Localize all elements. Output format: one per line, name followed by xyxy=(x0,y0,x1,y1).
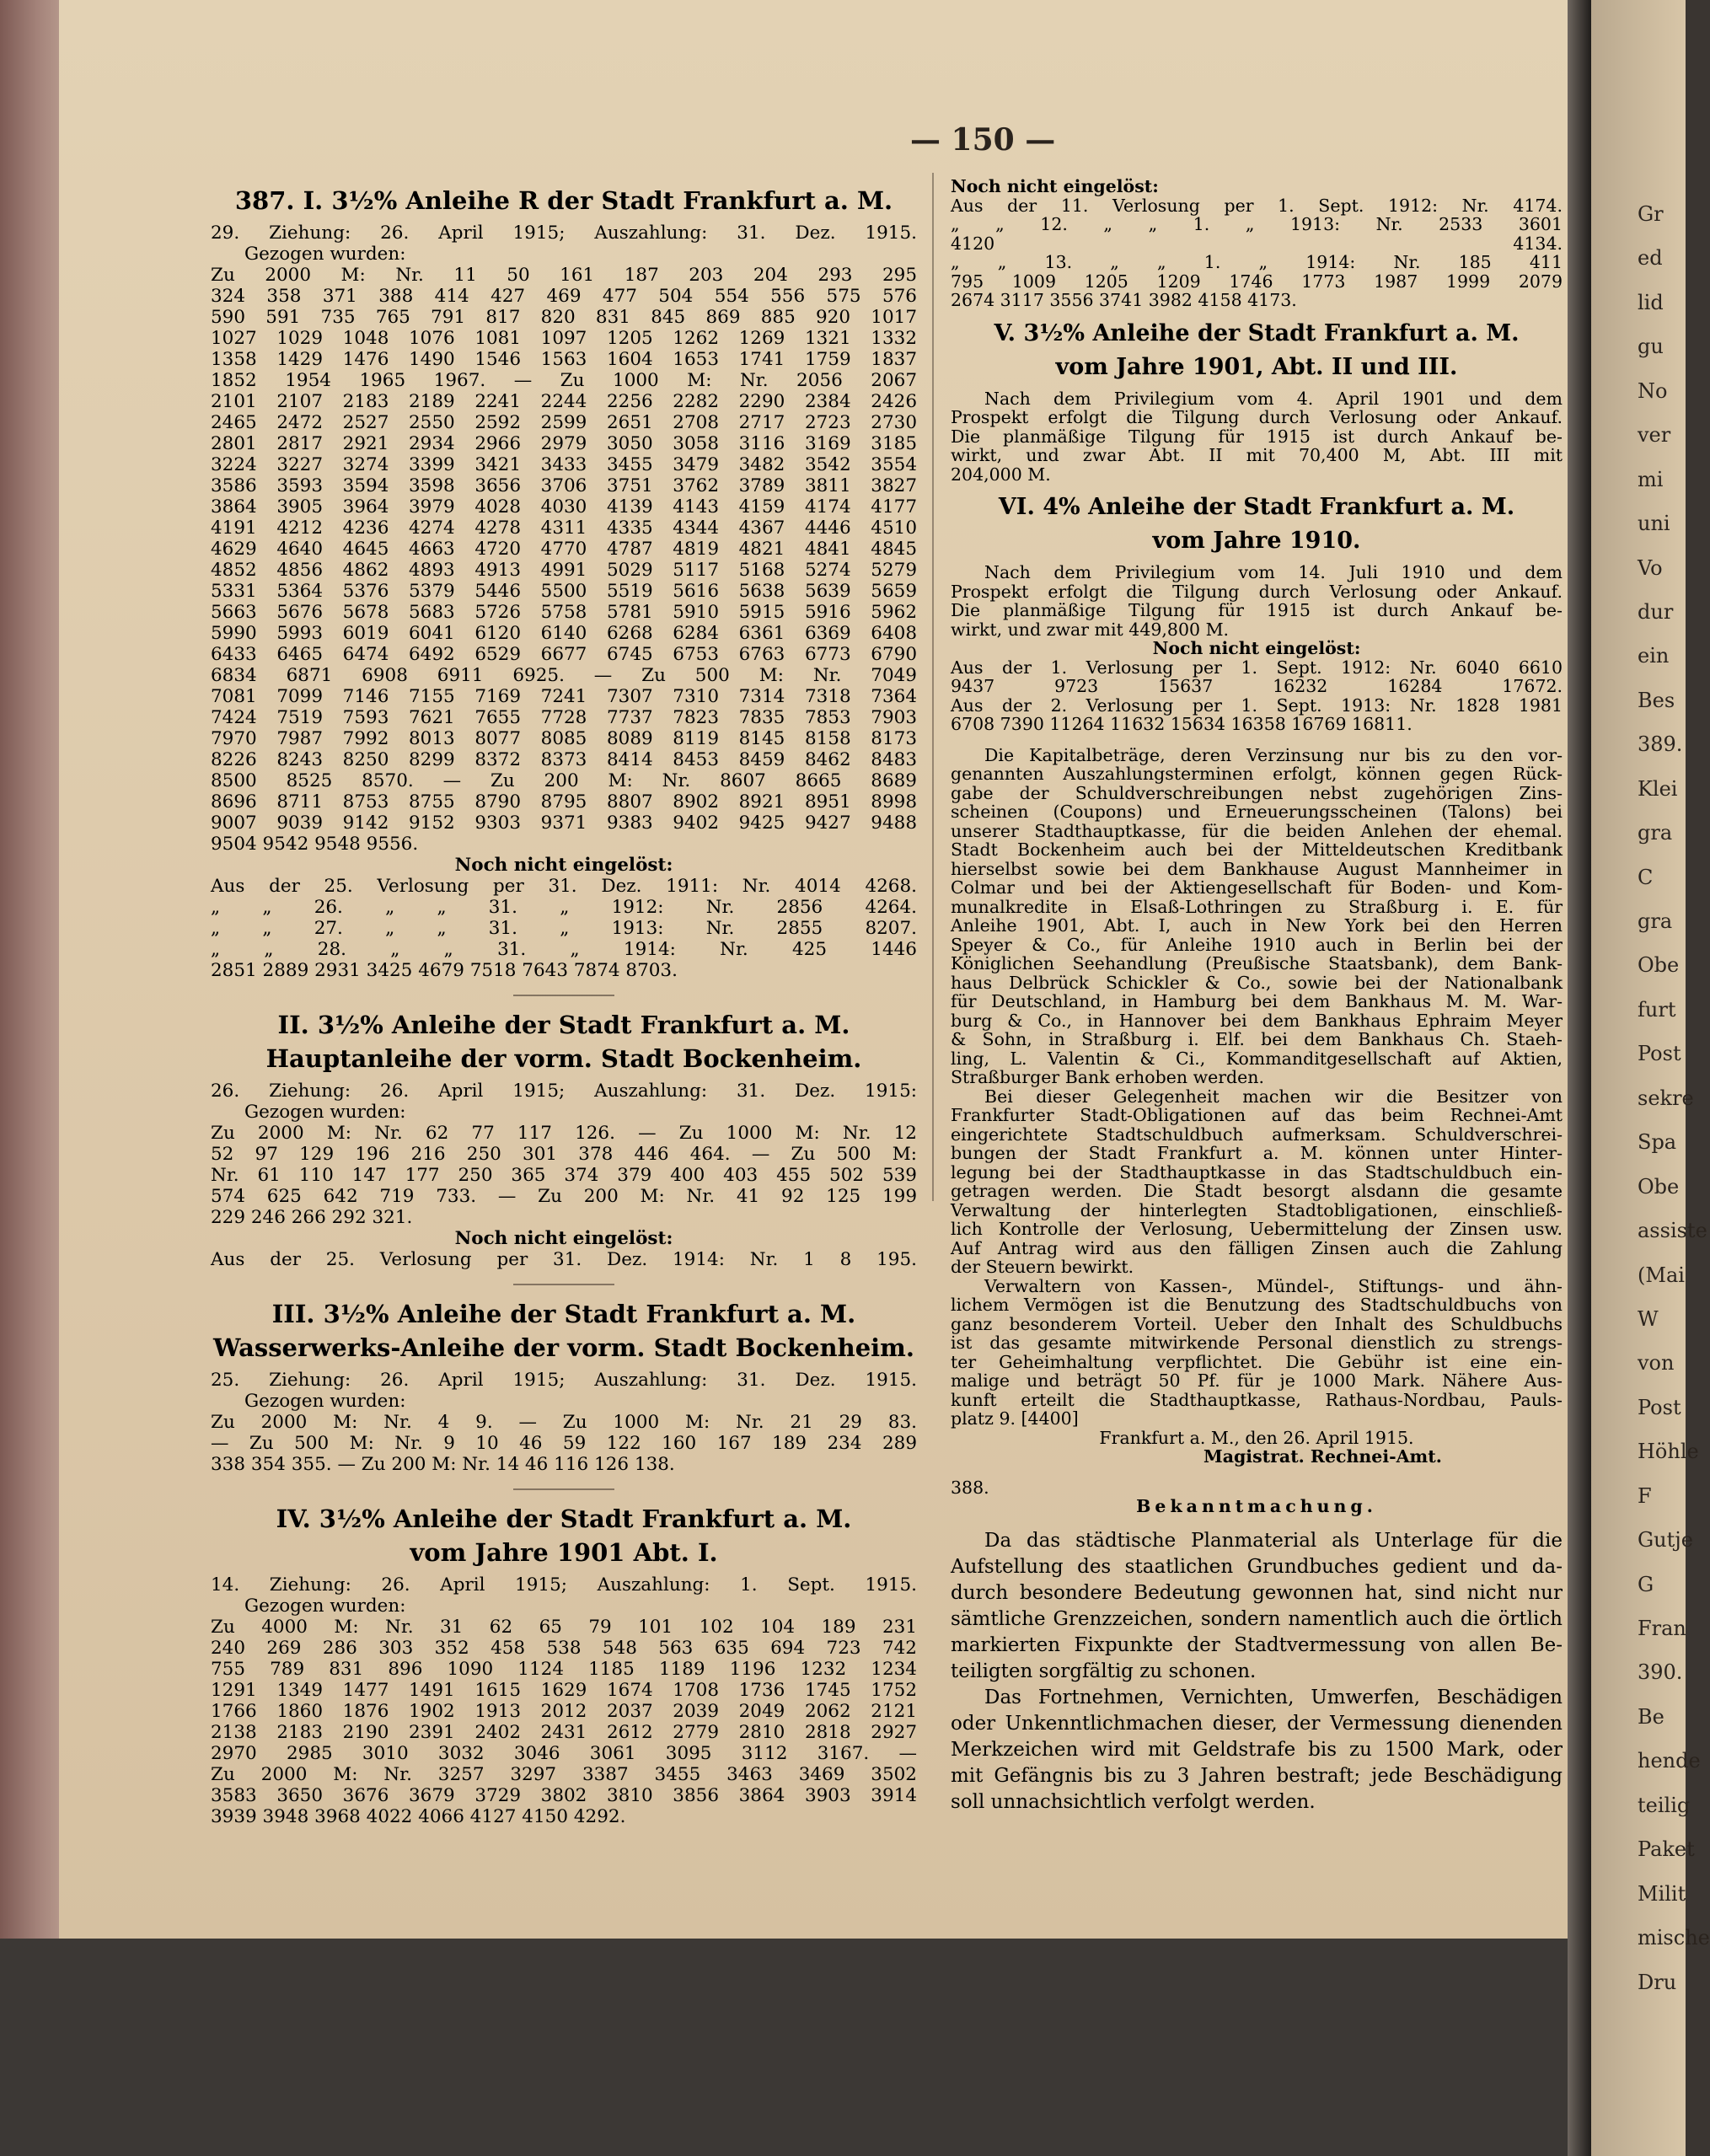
text-line: 5331 5364 5376 5379 5446 5500 5519 5616 5638 5639 5659 xyxy=(211,581,917,602)
text-line: 29. Ziehung: 26. April 1915; Auszahlung: 31. Dez. 1915. xyxy=(211,223,917,244)
section-V-lines xyxy=(951,389,1563,485)
text-line: 8500 8525 8570. — Zu 200 M: Nr. 8607 8665 8689 xyxy=(211,770,917,791)
signature-sign: Magistrat. Rechnei-Amt. xyxy=(1203,1446,1442,1467)
section-II-heading-2: Hauptanleihe der vorm. Stadt Bockenheim. xyxy=(265,1044,862,1073)
section-III-heading-2: Wasserwerks-Anleihe der vorm. Stadt Bockenheim. xyxy=(213,1333,914,1362)
text-line: Aus der 1. Verlosung per 1. Sept. 1912: Nr. 6040 6610 xyxy=(951,657,1563,678)
text-line: markierten Fixpunkte der Stadtvermessung von allen Be- xyxy=(951,1633,1563,1656)
text-line: Aus der 25. Verlosung per 31. Dez. 1911: Nr. 4014 4268. xyxy=(211,876,917,897)
text-line: malige und beträgt 50 Pf. für je 1000 Mark. Nähere Aus- xyxy=(951,1370,1563,1391)
text-line: 590 591 735 765 791 817 820 831 845 869 885 920 1017 xyxy=(211,307,917,328)
page-number: — 150 — xyxy=(910,122,1056,158)
text-line: Stadt Bockenheim auch bei der Mitteldeutschen Kreditbank xyxy=(951,839,1563,860)
text-line: 9437 9723 15637 16232 16284 17672. xyxy=(951,676,1563,696)
section-III-heading-1: III. 3½% Anleihe der Stadt Frankfurt a. M. xyxy=(271,1300,856,1328)
adjacent-page-text: Post xyxy=(1638,1395,1681,1419)
text-line: eingerichtete Stadtschuldbuch aufmerksam. Schuldverschrei- xyxy=(951,1124,1563,1145)
text-line: 229 246 266 292 321. xyxy=(211,1207,413,1228)
text-line: ter Geheimhaltung verpflichtet. Die Gebühr ist eine ein- xyxy=(951,1351,1563,1372)
text-line: lichem Vermögen ist die Benutzung des Stadtschuldbuchs von xyxy=(951,1295,1563,1315)
text-line: Da das städtische Planmaterial als Unterlage für die xyxy=(984,1529,1563,1552)
text-line: der Steuern bewirkt. xyxy=(951,1257,1134,1277)
text-line: Zu 4000 M: Nr. 31 62 65 79 101 102 104 189 231 xyxy=(211,1617,917,1638)
text-line: 5663 5676 5678 5683 5726 5758 5781 5910 5915 5916 5962 xyxy=(211,602,917,623)
text-line: legung bei der Stadthauptkasse in das Stadtschuldbuch ein- xyxy=(951,1161,1563,1183)
text-line: Aus der 11. Verlosung per 1. Sept. 1912: Nr. 4174. xyxy=(951,195,1563,216)
text-line: 338 354 355. — Zu 200 M: Nr. 14 46 116 126 138. xyxy=(211,1454,675,1475)
adjacent-page-text: Be xyxy=(1638,1704,1664,1729)
section-IV-heading-1: IV. 3½% Anleihe der Stadt Frankfurt a. M. xyxy=(276,1504,852,1533)
adjacent-page-text: Fran xyxy=(1638,1617,1686,1641)
text-line: sämtliche Grenzzeichen, sondern namentlich auch die örtlich xyxy=(951,1607,1563,1630)
adjacent-page-text: hende xyxy=(1638,1749,1701,1773)
adjacent-page-text: Spa xyxy=(1638,1130,1677,1155)
text-line: Das Fortnehmen, Vernichten, Umwerfen, Beschädigen xyxy=(984,1686,1563,1708)
adjacent-page-text: Höhle xyxy=(1638,1440,1699,1464)
adjacent-page-fragment xyxy=(1591,0,1710,2156)
text-line: 14. Ziehung: 26. April 1915; Auszahlung: 1. Sept. 1915. xyxy=(211,1574,917,1596)
text-line: 8226 8243 8250 8299 8372 8373 8414 8453 8459 8462 8483 xyxy=(211,749,917,770)
adjacent-page-text: furt xyxy=(1638,997,1676,1022)
text-line: 2674 3117 3556 3741 3982 4158 4173. xyxy=(951,290,1297,310)
adjacent-page-text: lid xyxy=(1638,290,1664,314)
text-line: 3586 3593 3594 3598 3656 3706 3751 3762 3789 3811 3827 xyxy=(211,475,917,496)
text-line: 3224 3227 3274 3399 3421 3433 3455 3479 3482 3542 3554 xyxy=(211,454,917,475)
adjacent-page-text: G xyxy=(1638,1572,1654,1596)
adjacent-page-text: ver xyxy=(1638,423,1671,448)
right-noch-label: Noch nicht eingelöst: xyxy=(951,176,1159,196)
section-I-noch-lines xyxy=(211,876,917,981)
section-VI-noch-lines xyxy=(951,658,1563,734)
section-V-heading-2: vom Jahre 1901, Abt. II und III. xyxy=(1055,353,1458,380)
text-line: für Deutschland, in Hamburg bei dem Bankhaus M. M. War- xyxy=(951,991,1563,1011)
text-line: 1766 1860 1876 1902 1913 2012 2037 2039 2049 2062 2121 xyxy=(211,1701,917,1722)
book-cover-bottom xyxy=(0,1939,1593,2156)
text-line: Nach dem Privilegium vom 14. Juli 1910 und dem xyxy=(984,562,1563,582)
section-VI-heading-2: vom Jahre 1910. xyxy=(1152,528,1361,554)
text-line: 1027 1029 1048 1076 1081 1097 1205 1262 1269 1321 1332 xyxy=(211,328,917,349)
text-line: Zu 2000 M: Nr. 4 9. — Zu 1000 M: Nr. 21 29 83. xyxy=(211,1412,917,1433)
text-line: Prospekt erfolgt die Tilgung durch Verlosung oder Ankauf. xyxy=(951,581,1563,602)
text-line: 2101 2107 2183 2189 2241 2244 2256 2282 2290 2384 2426 xyxy=(211,391,917,412)
section-III-lines xyxy=(211,1370,917,1475)
text-line: haus Delbrück Schickler & Co., sowie bei der Nationalbank xyxy=(951,972,1563,993)
text-line: Gezogen wurden: xyxy=(244,1102,406,1123)
section-II-heading-1: II. 3½% Anleihe der Stadt Frankfurt a. M. xyxy=(277,1011,850,1039)
text-line: wirkt, und zwar mit 449,800 M. xyxy=(951,619,1230,640)
text-line: 2138 2183 2190 2391 2402 2431 2612 2779 2810 2818 2927 xyxy=(211,1722,917,1743)
right-noch-lines xyxy=(951,196,1563,310)
text-line: Zu 2000 M: Nr. 62 77 117 126. — Zu 1000 M: Nr. 12 xyxy=(211,1123,917,1144)
adjacent-page-text: Obe xyxy=(1638,1174,1680,1199)
text-line: gabe der Schuldverschreibungen nebst zugehörigen Zins- xyxy=(951,782,1563,803)
notice-number-388: 388. xyxy=(951,1477,989,1498)
adjacent-page-text: Gutje xyxy=(1638,1528,1693,1553)
text-line: Colmar und bei der Aktiengesellschaft für Boden- und Kom- xyxy=(951,877,1563,898)
text-line: Nach dem Privilegium vom 4. April 1901 und dem xyxy=(984,388,1563,409)
text-line: mit Gefängnis bis zu 3 Jahren bestraft; jede Beschädigung xyxy=(951,1764,1563,1787)
text-line: Anleihe 1901, Abt. I, auch in New York bei den Herren xyxy=(951,915,1563,936)
adjacent-page-text: Gr xyxy=(1638,202,1664,226)
text-line: Gezogen wurden: xyxy=(244,1391,406,1412)
text-line: 1291 1349 1477 1491 1615 1629 1674 1708 1736 1745 1752 xyxy=(211,1680,917,1701)
text-line: 8696 8711 8753 8755 8790 8795 8807 8902 8921 8951 8998 xyxy=(211,791,917,813)
administrators-paragraph xyxy=(951,1277,1563,1429)
signature-date: Frankfurt a. M., den 26. April 1915. xyxy=(1099,1427,1414,1448)
adjacent-page-text: Milit xyxy=(1638,1881,1686,1906)
right-column xyxy=(951,177,1563,1815)
text-line: Zu 2000 M: Nr. 3257 3297 3387 3455 3463 3469 3502 xyxy=(211,1764,917,1785)
text-line: 755 789 831 896 1090 1124 1185 1189 1196 1232 1234 xyxy=(211,1659,917,1680)
adjacent-page-text: Obe xyxy=(1638,953,1680,978)
adjacent-page-text: 390. xyxy=(1638,1660,1683,1685)
text-line: 7970 7987 7992 8013 8077 8085 8089 8119 8145 8158 8173 xyxy=(211,728,917,749)
text-line: & Sohn, in Straßburg i. Elf. bei dem Bankhaus Ch. Staeh- xyxy=(951,1029,1563,1049)
divider-rule xyxy=(513,1284,614,1285)
section-IV-heading-2: vom Jahre 1901 Abt. I. xyxy=(410,1538,718,1567)
text-line: Verwaltern von Kassen-, Mündel-, Stiftungs- und ähn- xyxy=(984,1275,1563,1296)
text-line: 324 358 371 388 414 427 469 477 504 554 556 575 576 xyxy=(211,286,917,307)
text-line: Auf Antrag wird aus den fälligen Zinsen auch die Zahlung xyxy=(951,1237,1563,1258)
text-line: Gezogen wurden: xyxy=(244,1596,406,1617)
text-line: Die Kapitalbeträge, deren Verzinsung nur bis zu den vor- xyxy=(984,744,1563,765)
text-line: 574 625 642 719 733. — Zu 200 M: Nr. 41 92 125 199 xyxy=(211,1186,917,1207)
text-line: unserer Stadthauptkasse, für die beiden Anlehen der ehemal. xyxy=(951,820,1563,841)
adjacent-page-text: sekre xyxy=(1638,1086,1694,1110)
adjacent-page-text: mische xyxy=(1638,1926,1710,1950)
text-line: durch besondere Bedeutung gewonnen hat, sind nicht nur xyxy=(951,1581,1563,1604)
text-line: Verwaltung der hinterlegten Stadtobligationen, einschließ- xyxy=(951,1199,1563,1220)
text-line: 26. Ziehung: 26. April 1915; Auszahlung: 31. Dez. 1915: xyxy=(211,1081,917,1102)
adjacent-page-text: uni xyxy=(1638,512,1670,536)
adjacent-page-text: Bes xyxy=(1638,688,1675,712)
section-VI-heading-1: VI. 4% Anleihe der Stadt Frankfurt a. M. xyxy=(998,494,1515,520)
text-line: 2851 2889 2931 3425 4679 7518 7643 7874 8703. xyxy=(211,960,678,981)
text-line: Nr. 61 110 147 177 250 365 374 379 400 403 455 502 539 xyxy=(211,1165,917,1186)
text-line: ganz besonderem Vorteil. Ueber den Inhalt des Schuldbuchs xyxy=(951,1313,1563,1334)
text-line: lich Kontrolle der Verlosung, Uebermittelung der Zinsen usw. xyxy=(951,1219,1563,1239)
adjacent-page-text: Post xyxy=(1638,1042,1681,1066)
text-line: 6433 6465 6474 6492 6529 6677 6745 6753 6763 6773 6790 xyxy=(211,644,917,665)
text-line: getragen werden. Die Stadt besorgt alsdann die gesamte xyxy=(951,1181,1563,1201)
section-V-heading-1: V. 3½% Anleihe der Stadt Frankfurt a. M. xyxy=(994,319,1520,346)
text-line: 5990 5993 6019 6041 6120 6140 6268 6284 6361 6369 6408 xyxy=(211,623,917,644)
text-line: Gezogen wurden: xyxy=(244,244,406,265)
text-line: „ „ 28. „ „ 31. „ 1914: Nr. 425 1446 xyxy=(211,939,917,960)
text-line: 9504 9542 9548 9556. xyxy=(211,834,419,855)
text-line: teiligten sorgfältig zu schonen. xyxy=(951,1660,1257,1682)
text-line: Bei dieser Gelegenheit machen wir die Besitzer von xyxy=(984,1086,1563,1107)
text-line: oder Unkenntlichmachen dieser, der Vermessung dienenden xyxy=(951,1712,1563,1735)
adjacent-page-text: mi xyxy=(1638,467,1664,491)
text-line: 4120 4134. xyxy=(951,233,1563,254)
text-line: hierselbst sowie bei dem Bankhause August Mannheimer in xyxy=(951,858,1563,879)
text-line: wirkt, und zwar Abt. II mit 70,400 M, Abt. III mit xyxy=(951,445,1563,465)
text-line: 240 269 286 303 352 458 538 548 563 635 694 723 742 xyxy=(211,1638,917,1659)
section-VI-noch-label: Noch nicht eingelöst: xyxy=(1152,638,1361,658)
text-line: munalkredite in Elsaß-Lothringen zu Straßburg i. E. für xyxy=(951,896,1563,917)
text-line: 795 1009 1205 1209 1746 1773 1987 1999 2079 xyxy=(951,271,1563,292)
text-line: bungen der Stadt Frankfurt a. M. können unter Hinter- xyxy=(951,1143,1563,1163)
adjacent-page-text: gra xyxy=(1638,821,1673,845)
text-line: 2801 2817 2921 2934 2966 2979 3050 3058 3116 3169 3185 xyxy=(211,433,917,454)
text-line: 3583 3650 3676 3679 3729 3802 3810 3856 3864 3903 3914 xyxy=(211,1785,917,1806)
text-line: 3939 3948 3968 4022 4066 4127 4150 4292. xyxy=(211,1806,626,1827)
text-line: 6708 7390 11264 11632 15634 16358 16769 16811. xyxy=(951,714,1412,734)
divider-rule xyxy=(513,1488,614,1490)
adjacent-page-text: F xyxy=(1638,1483,1652,1508)
text-line: genannten Auszahlungsterminen erfolgt, können gegen Rück- xyxy=(951,764,1563,784)
text-line: soll unnachsichtlich verfolgt werden. xyxy=(951,1790,1316,1813)
adjacent-page-text: dur xyxy=(1638,599,1674,624)
text-line: 2465 2472 2527 2550 2592 2599 2651 2708 2717 2723 2730 xyxy=(211,412,917,433)
adjacent-page-text: Vo xyxy=(1638,555,1663,580)
notice-paragraph xyxy=(951,746,1563,1087)
text-line: ling, L. Valentin & Ci., Kommanditgesellschaft auf Aktien, xyxy=(951,1048,1563,1069)
text-line: 204,000 M. xyxy=(951,464,1051,485)
text-line: 1852 1954 1965 1967. — Zu 1000 M: Nr. 2056 2067 xyxy=(211,370,917,391)
text-line: 7081 7099 7146 7155 7169 7241 7307 7310 7314 7318 7364 xyxy=(211,686,917,707)
adjacent-page-text: 389. xyxy=(1638,732,1683,757)
text-line: ist das gesamte mitwirkende Personal dienstlich zu strengs- xyxy=(951,1333,1563,1353)
adjacent-page-text: gu xyxy=(1638,335,1664,359)
text-line: „ „ 27. „ „ 31. „ 1913: Nr. 2855 8207. xyxy=(211,918,917,939)
section-I-heading: 387. I. 3½% Anleihe R der Stadt Frankfurt a. M. xyxy=(234,186,893,215)
adjacent-page-text: No xyxy=(1638,378,1668,403)
adjacent-page-text: Dru xyxy=(1638,1970,1677,1994)
adjacent-page-text: gra xyxy=(1638,909,1673,934)
text-line: 6834 6871 6908 6911 6925. — Zu 500 M: Nr. 7049 xyxy=(211,665,917,686)
adjacent-page-text: Klei xyxy=(1638,776,1678,801)
text-line: kunft erteilt die Stadthauptkasse, Rathaus-Nordbau, Pauls- xyxy=(951,1389,1563,1410)
bekanntmachung-paragraph-1 xyxy=(951,1528,1563,1685)
text-line: Speyer & Co., für Anleihe 1910 auch in Berlin bei der xyxy=(951,934,1563,955)
text-line: burg & Co., in Hannover bei dem Bankhaus Ephraim Meyer xyxy=(951,1010,1563,1031)
column-divider xyxy=(932,173,934,1201)
bekanntmachung-paragraph-2 xyxy=(951,1685,1563,1815)
owners-paragraph xyxy=(951,1087,1563,1277)
text-line: „ „ 13. „ „ 1. „ 1914: Nr. 185 411 xyxy=(951,252,1563,272)
text-line: Aus der 2. Verlosung per 1. Sept. 1913: Nr. 1828 1981 xyxy=(951,695,1563,716)
text-line: 4629 4640 4645 4663 4720 4770 4787 4819 4821 4841 4845 xyxy=(211,539,917,560)
text-line: scheinen (Coupons) und Erneuerungsscheinen (Talons) bei xyxy=(951,802,1563,822)
text-line: Frankfurter Stadt-Obligationen auf das beim Rechnei-Amt xyxy=(951,1105,1563,1125)
text-line: Straßburger Bank erhoben werden. xyxy=(951,1067,1265,1087)
text-line: „ „ 12. „ „ 1. „ 1913: Nr. 2533 3601 xyxy=(951,214,1563,234)
text-line: — Zu 500 M: Nr. 9 10 46 59 122 160 167 189 234 289 xyxy=(211,1433,917,1454)
adjacent-page-text: W xyxy=(1638,1306,1659,1331)
text-line: 52 97 129 196 216 250 301 378 446 464. — Zu 500 M: xyxy=(211,1144,917,1165)
section-II-noch-label: Noch nicht eingelöst: xyxy=(454,1228,673,1249)
adjacent-page-text: teilig xyxy=(1638,1793,1691,1817)
text-line: 4191 4212 4236 4274 4278 4311 4335 4344 4367 4446 4510 xyxy=(211,518,917,539)
left-column xyxy=(211,177,917,1827)
text-line: Königlichen Seehandlung (Preußische Staatsbank), dem Bank- xyxy=(951,953,1563,973)
text-line: 2970 2985 3010 3032 3046 3061 3095 3112 3167. — xyxy=(211,1743,917,1764)
section-I-lines xyxy=(211,223,917,855)
section-I-noch-label: Noch nicht eingelöst: xyxy=(454,855,673,876)
text-line: Prospekt erfolgt die Tilgung durch Verlosung oder Ankauf. xyxy=(951,407,1563,427)
text-line: 3864 3905 3964 3979 4028 4030 4139 4143 4159 4174 4177 xyxy=(211,496,917,518)
text-line: 25. Ziehung: 26. April 1915; Auszahlung: 31. Dez. 1915. xyxy=(211,1370,917,1391)
text-line: 7424 7519 7593 7621 7655 7728 7737 7823 7835 7853 7903 xyxy=(211,707,917,728)
book-spine xyxy=(1568,0,1591,2156)
text-line: 1358 1429 1476 1490 1546 1563 1604 1653 1741 1759 1837 xyxy=(211,349,917,370)
section-II-lines xyxy=(211,1081,917,1228)
section-IV-lines xyxy=(211,1574,917,1827)
text-line: Aufstellung des staatlichen Grundbuches gedient und da- xyxy=(951,1555,1563,1578)
text-line: 9007 9039 9142 9152 9303 9371 9383 9402 9425 9427 9488 xyxy=(211,813,917,834)
adjacent-page-text: von xyxy=(1638,1351,1675,1376)
text-line: Merkzeichen wird mit Geldstrafe bis zu 1500 Mark, oder xyxy=(951,1738,1563,1761)
adjacent-page-text: Paket xyxy=(1638,1837,1695,1862)
adjacent-page-text: C xyxy=(1638,865,1654,889)
text-line: 4852 4856 4862 4893 4913 4991 5029 5117 5168 5274 5279 xyxy=(211,560,917,581)
text-line: Die planmäßige Tilgung für 1915 ist durch Ankauf be- xyxy=(951,426,1563,447)
divider-rule xyxy=(513,995,614,996)
section-II-noch-line: Aus der 25. Verlosung per 31. Dez. 1914: Nr. 1 8 195. xyxy=(211,1249,917,1270)
adjacent-page-text: (Mai xyxy=(1638,1263,1685,1287)
text-line: Die planmäßige Tilgung für 1915 ist durch Ankauf be- xyxy=(951,600,1563,620)
adjacent-page-text: ein xyxy=(1638,644,1670,668)
section-VI-lines xyxy=(951,563,1563,639)
text-line: „ „ 26. „ „ 31. „ 1912: Nr. 2856 4264. xyxy=(211,897,917,918)
adjacent-page-text: ed xyxy=(1638,246,1663,271)
text-line: Zu 2000 M: Nr. 11 50 161 187 203 204 293 295 xyxy=(211,265,917,286)
text-line: platz 9. [4400] xyxy=(951,1408,1079,1429)
bekanntmachung-heading: Bekanntmachung. xyxy=(1136,1496,1377,1516)
adjacent-page-text: assiste xyxy=(1638,1219,1707,1243)
